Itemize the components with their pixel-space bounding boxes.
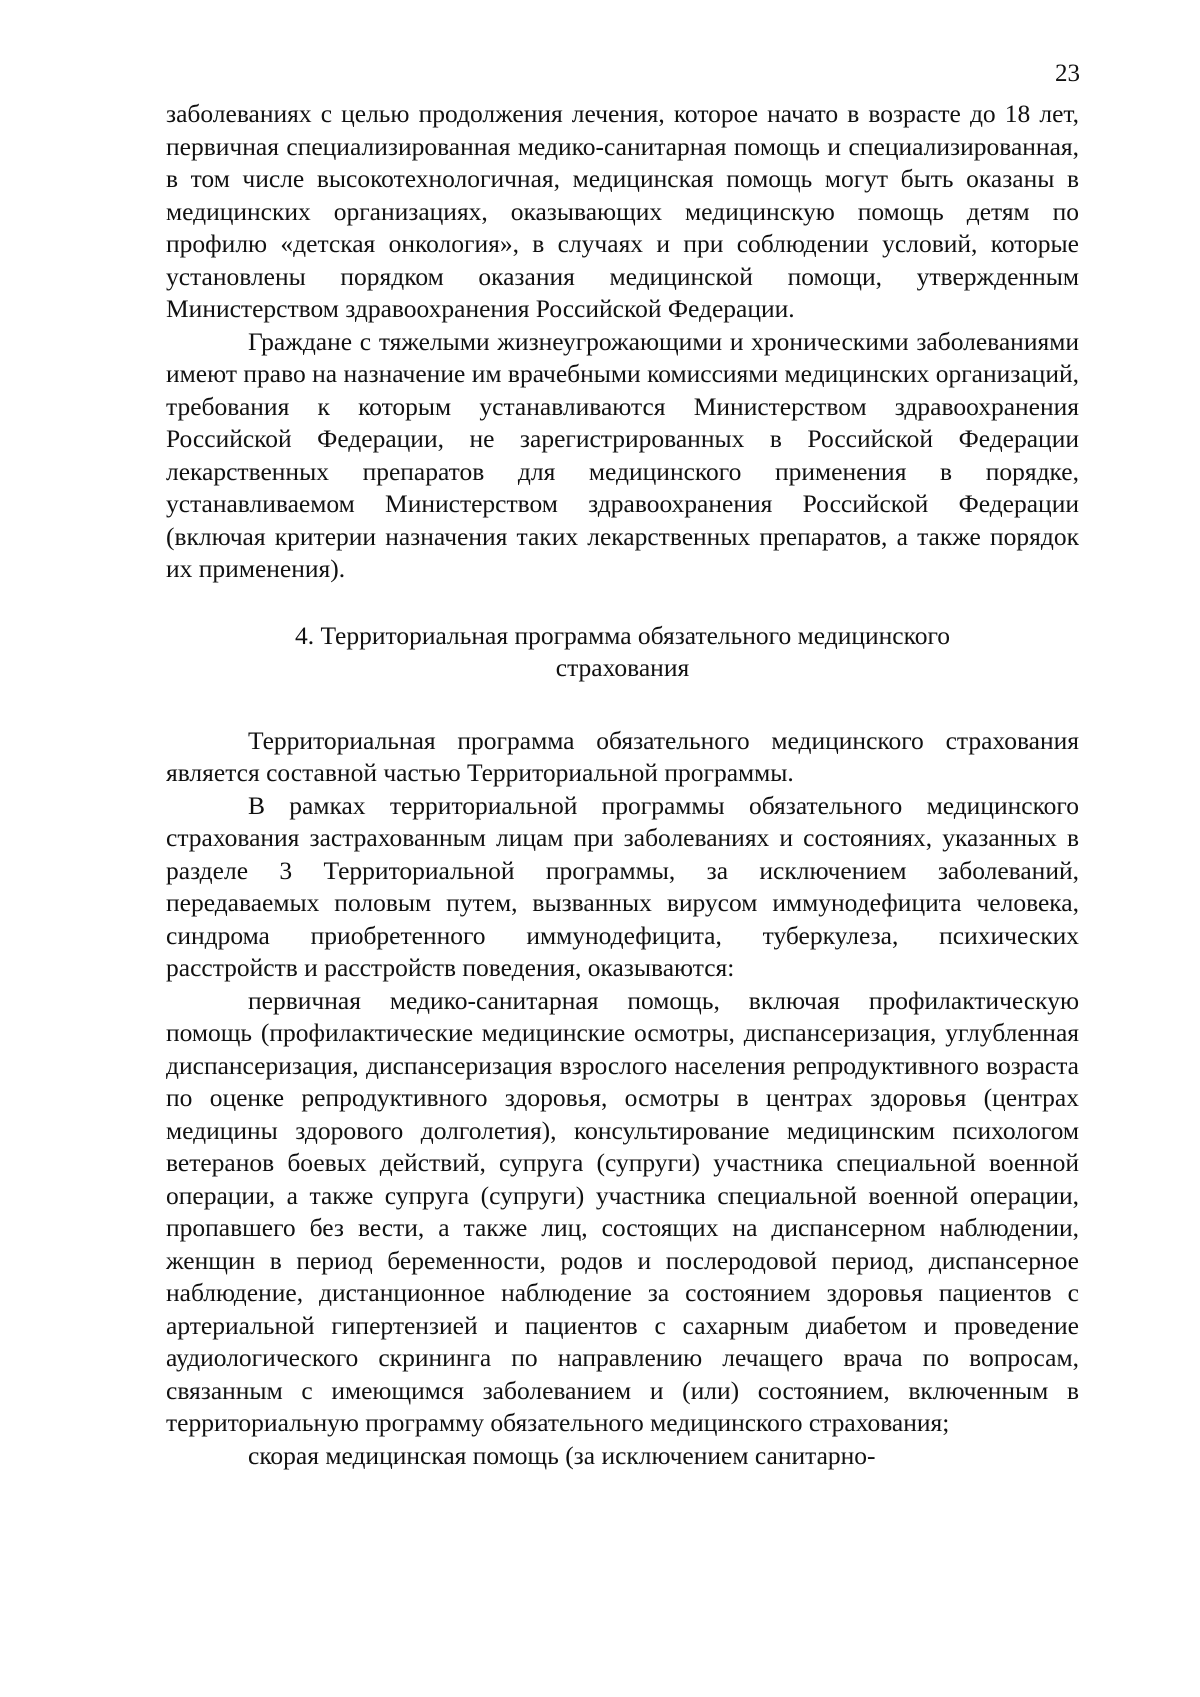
document-body: [166, 98, 1079, 1472]
paragraph-emergency-care: скорая медицинская помощь (за исключением санитарно-: [248, 1440, 876, 1470]
paragraph-program-definition: Территориальная программа обязательного медицинского страхования является составной частью Территориальной программы.: [166, 725, 1079, 787]
section-heading-line-1: 4. Территориальная программа обязательного медицинского: [294, 620, 951, 650]
paragraph-primary-care: первичная медико-санитарная помощь, включая профилактическую помощь (профилактические медицинские осмотры, диспансеризация, углубленная диспансеризация, диспансеризация взрослого населения репродуктивного возраста по оценке репродуктивного здоровья, осмотры в центрах здоровья (центрах медицины здорового долголетия), консультирование медицинским психологом ветеранов боевых действий, супруга (супруги) участника специальной военной операции, а также супруга (супруги) участника специальной военной операции, пропавшего без вести, а также лиц, состоящих на диспансерном наблюдении, женщин в период беременности, родов и послеродовой период, диспансерное наблюдение, дистанционное наблюдение за состоянием здоровья пациентов с артериальной гипертензией и пациентов с сахарным диабетом и проведение аудиологического скрининга по направлению лечащего врача по вопросам, связанным с имеющимся заболеванием и (или) состоянием, включенным в территориальную программу обязательного медицинского страхования;: [166, 985, 1079, 1437]
page-number: 23: [1055, 60, 1080, 87]
section-heading: [166, 620, 1079, 685]
paragraph-unregistered-drugs: Граждане с тяжелыми жизнеугрожающими и хроническими заболеваниями имеют право на назначение им врачебными комиссиями медицинских организаций, требования к которым устанавливаются Министерством здравоохранения Российской Федерации, не зарегистрированных в Российской Федерации лекарственных препаратов для медицинского применения в порядке, устанавливаемом Министерством здравоохранения Российской Федерации (включая критерии назначения таких лекарственных препаратов, а также порядок их применения).: [166, 326, 1079, 583]
section-heading-line-2: страхования: [555, 653, 690, 682]
paragraph-program-scope: В рамках территориальной программы обязательного медицинского страхования застрахованным лицам при заболеваниях и состояниях, указанных в разделе 3 Территориальной программы, за исключением заболеваний, передаваемых половым путем, вызванных вирусом иммунодефицита человека, синдрома приобретенного иммунодефицита, туберкулеза, психических расстройств и расстройств поведения, оказываются:: [166, 790, 1079, 982]
paragraph-continued: заболеваниях с целью продолжения лечения, которое начато в возрасте до 18 лет, первичная специализированная медико-санитарная помощь и специализированная, в том числе высокотехнологичная, медицинская помощь могут быть оказаны в медицинских организациях, оказывающих медицинскую помощь детям по профилю «детская онкология», в случаях и при соблюдении условий, которые установлены порядком оказания медицинской помощи, утвержденным Министерством здравоохранения Российской Федерации.: [166, 99, 1079, 323]
